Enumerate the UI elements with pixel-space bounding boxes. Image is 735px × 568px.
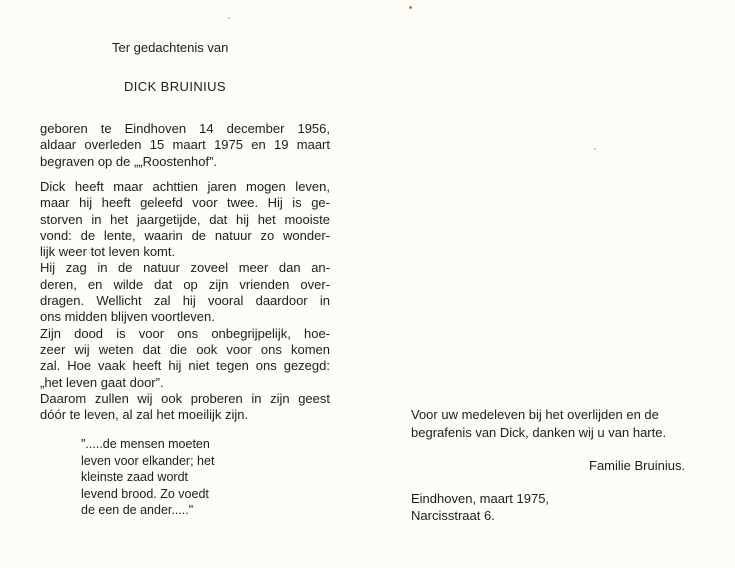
quote-line: ".....de mensen moeten bbox=[81, 437, 210, 451]
text-line: Hij zag in de natuur zoveel meer dan an- bbox=[40, 260, 330, 276]
quote-line: levend brood. Zo voedt bbox=[81, 486, 209, 501]
text-line: Dick heeft maar achttien jaren mogen leven, bbox=[40, 179, 330, 194]
quote-line: de een de ander....." bbox=[81, 503, 194, 518]
text-line: maar hij heeft geleefd voor twee. Hij is ge- bbox=[40, 195, 330, 211]
place-date: Eindhoven, maart 1975, bbox=[411, 491, 550, 506]
paper-speck bbox=[594, 148, 596, 150]
deceased-name: DICK BRUINIUS bbox=[124, 79, 226, 94]
text-line: zeer wij weten dat die ook voor ons komen bbox=[40, 341, 330, 357]
birth-line: begraven op de „„Roostenhof”. bbox=[40, 153, 218, 169]
text-line: ons midden blijven voortleven. bbox=[40, 309, 215, 325]
birth-line: geboren te Eindhoven 14 december 1956, bbox=[40, 121, 330, 136]
text-line: lijk weer tot leven komt. bbox=[40, 244, 176, 260]
thanks-line: begrafenis van Dick, danken wij u van harte. bbox=[411, 425, 667, 440]
text-line: deren, en wilde dat op zijn vrienden over- bbox=[40, 276, 330, 292]
paper-speck bbox=[409, 6, 412, 9]
text-line: vond: de lente, waarin de natuur zo wonder- bbox=[40, 227, 330, 243]
text-line: Daarom zullen wij ook proberen in zijn geest bbox=[40, 390, 330, 406]
family-signature: Familie Bruinius. bbox=[589, 458, 686, 473]
text-line: dóór te leven, al zal het moeilijk zijn. bbox=[40, 407, 249, 423]
text-line: „het leven gaat door”. bbox=[40, 374, 164, 390]
text-line: dragen. Wellicht zal hij vooral daardoor in bbox=[40, 293, 330, 309]
text-line: storven in het jaargetijde, dat hij het mooiste bbox=[40, 211, 330, 227]
text-line: zal. Hoe vaak heeft hij niet tegen ons gezegd: bbox=[40, 358, 330, 374]
birth-death-paragraph bbox=[40, 121, 330, 170]
text-line: Zijn dood is voor ons onbegrijpelijk, hoe- bbox=[40, 325, 330, 341]
thanks-line: Voor uw medeleven bij het overlijden en de bbox=[411, 407, 659, 422]
intro-heading: Ter gedachtenis van bbox=[112, 40, 229, 55]
birth-line: aldaar overleden 15 maart 1975 en 19 maart bbox=[40, 137, 330, 153]
paper-speck bbox=[228, 17, 230, 19]
memorial-text bbox=[40, 179, 330, 423]
address: Narcisstraat 6. bbox=[411, 508, 495, 523]
quote-line: kleinste zaad wordt bbox=[81, 470, 189, 485]
quote-verse bbox=[81, 436, 214, 519]
quote-line: leven voor elkander; het bbox=[81, 453, 215, 468]
